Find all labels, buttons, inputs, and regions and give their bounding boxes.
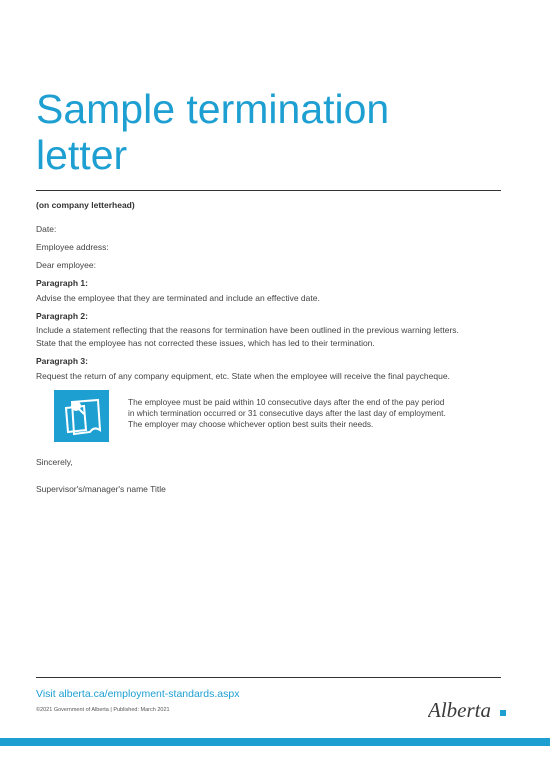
paragraph-3-heading: Paragraph 3: [36, 356, 88, 366]
paragraph-2-text-line-1: Include a statement reflecting that the reasons for termination have been outlined in the previous warning letters. [36, 325, 459, 335]
bottom-divider [36, 677, 501, 678]
title-line-1: Sample termination [36, 86, 390, 132]
payment-note-line-1: The employee must be paid within 10 consecutive days after the end of the pay period [128, 397, 445, 407]
svg-text:Alberta: Alberta [428, 698, 491, 722]
paragraph-3-text: Request the return of any company equipment, etc. State when the employee will receive the final paycheque. [36, 371, 450, 381]
copyright-notice: ©2021 Government of Alberta | Published: March 2021 [36, 707, 170, 713]
document-title [36, 86, 506, 178]
paragraph-1-heading: Paragraph 1: [36, 278, 88, 288]
date-line: Date: [36, 224, 57, 234]
payment-note-line-3: The employer may choose whichever option best suits their needs. [128, 419, 374, 429]
paragraph-2-text-line-2: State that the employee has not corrected these issues, which has led to their termination. [36, 338, 375, 348]
payment-note-line-2: in which termination occurred or 31 consecutive days after the last day of employment. [128, 408, 446, 418]
footer-accent-bar [0, 738, 550, 746]
title-line-2: letter [36, 132, 128, 178]
closing: Sincerely, [36, 457, 73, 467]
payment-note [128, 397, 508, 430]
paragraph-2-heading: Paragraph 2: [36, 311, 88, 321]
letterhead-note: (on company letterhead) [36, 200, 135, 210]
top-divider [36, 190, 501, 191]
salutation: Dear employee: [36, 260, 97, 270]
alberta-logo [428, 697, 508, 723]
paragraph-1-text: Advise the employee that they are terminated and include an effective date. [36, 293, 320, 303]
signature-line: Supervisor's/manager's name Title [36, 484, 166, 494]
pinned-note-icon [54, 390, 109, 442]
employment-standards-link[interactable]: Visit alberta.ca/employment-standards.aspx [36, 688, 240, 700]
employee-address-line: Employee address: [36, 242, 109, 252]
